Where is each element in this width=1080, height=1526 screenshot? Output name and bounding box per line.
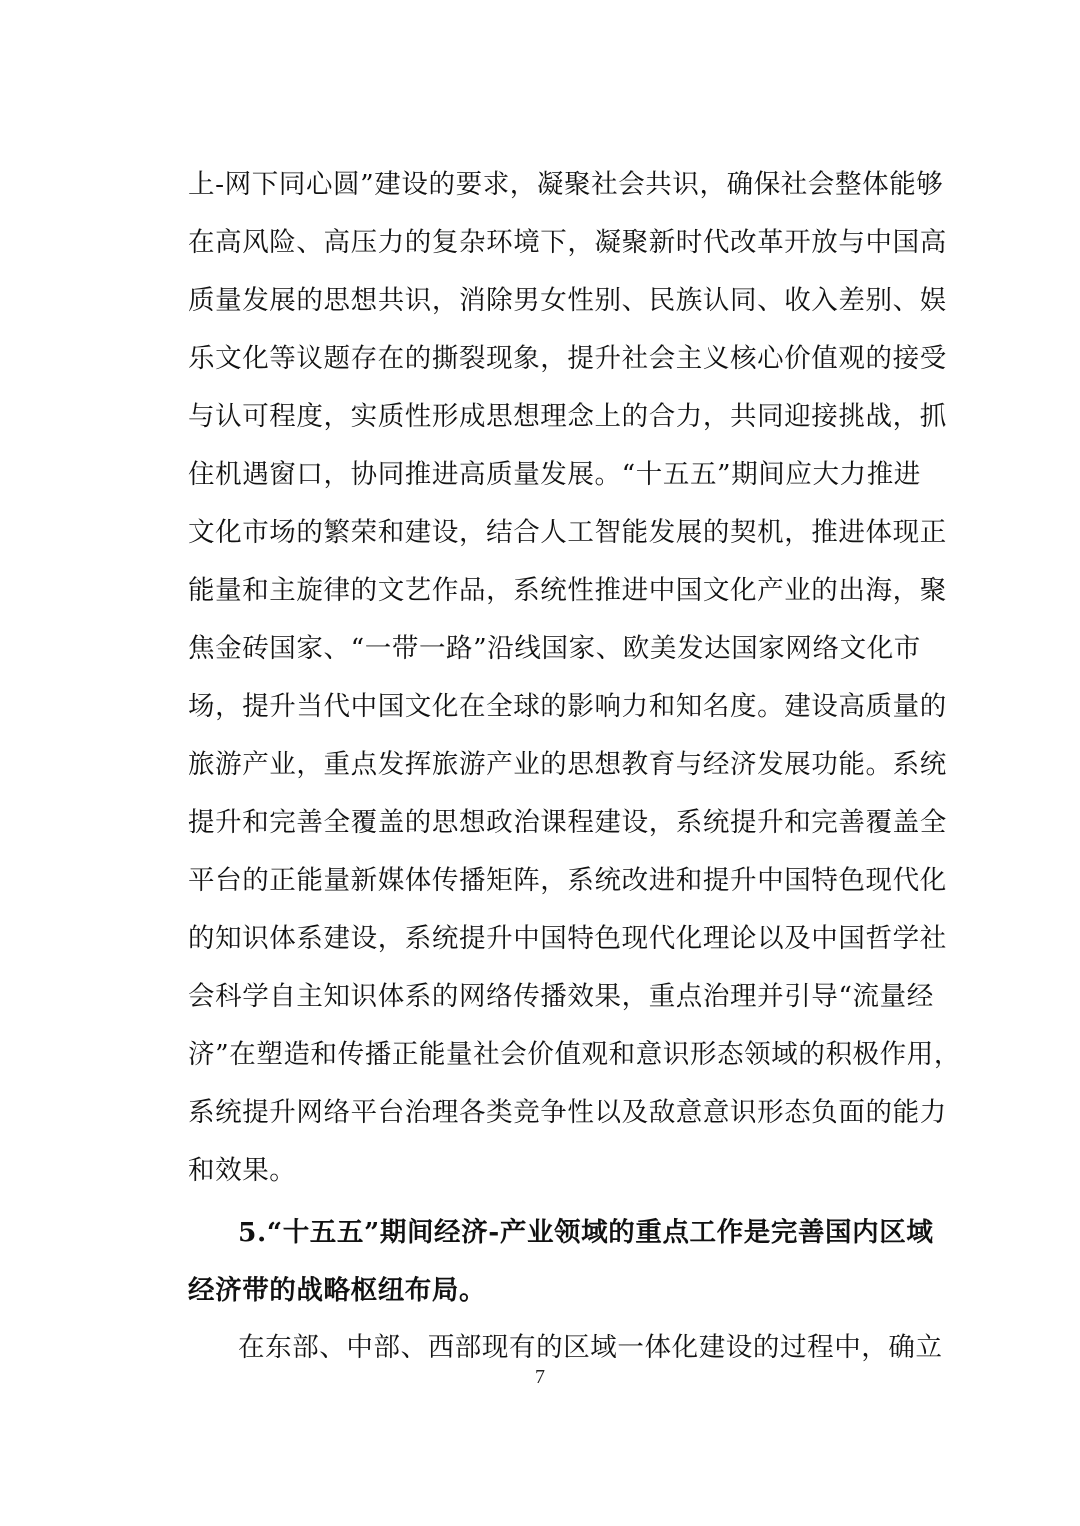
body-line: 文化市场的繁荣和建设，结合人工智能发展的契机，推进体现正 [188, 517, 947, 548]
body-line: 住机遇窗口，协同推进高质量发展。“十五五”期间应大力推进 [188, 459, 921, 490]
page-number: 7 [535, 1366, 545, 1388]
body-line: 的知识体系建设，系统提升中国特色现代化理论以及中国哲学社 [188, 923, 947, 954]
body-line: 在高风险、高压力的复杂环境下，凝聚新时代改革开放与中国高 [188, 227, 947, 258]
body-line: 在东部、中部、西部现有的区域一体化建设的过程中，确立 [238, 1332, 943, 1363]
body-line: 旅游产业，重点发挥旅游产业的思想教育与经济发展功能。系统 [188, 749, 947, 780]
body-line: 质量发展的思想共识，消除男女性别、民族认同、收入差别、娱 [188, 285, 947, 316]
heading-line: 5.“十五五”期间经济-产业领域的重点工作是完善国内区域 [238, 1217, 934, 1248]
body-line: 平台的正能量新媒体传播矩阵，系统改进和提升中国特色现代化 [188, 865, 947, 896]
body-line: 焦金砖国家、“一带一路”沿线国家、欧美发达国家网络文化市 [188, 633, 921, 664]
body-line: 和效果。 [188, 1155, 297, 1186]
body-line: 济”在塑造和传播正能量社会价值观和意识形态领域的积极作用， [188, 1039, 961, 1070]
body-line: 系统提升网络平台治理各类竞争性以及敌意意识形态负面的能力 [188, 1097, 947, 1128]
body-line: 场，提升当代中国文化在全球的影响力和知名度。建设高质量的 [188, 691, 947, 722]
body-line: 能量和主旋律的文艺作品，系统性推进中国文化产业的出海，聚 [188, 575, 947, 606]
body-line: 上-网下同心圆”建设的要求，凝聚社会共识，确保社会整体能够 [188, 169, 944, 200]
body-line: 提升和完善全覆盖的思想政治课程建设，系统提升和完善覆盖全 [188, 807, 947, 838]
heading-line: 经济带的战略枢纽布局。 [188, 1275, 487, 1306]
body-line: 与认可程度，实质性形成思想理念上的合力，共同迎接挑战，抓 [188, 401, 947, 432]
body-line: 乐文化等议题存在的撕裂现象，提升社会主义核心价值观的接受 [188, 343, 947, 374]
body-line: 会科学自主知识体系的网络传播效果，重点治理并引导“流量经 [188, 981, 934, 1012]
